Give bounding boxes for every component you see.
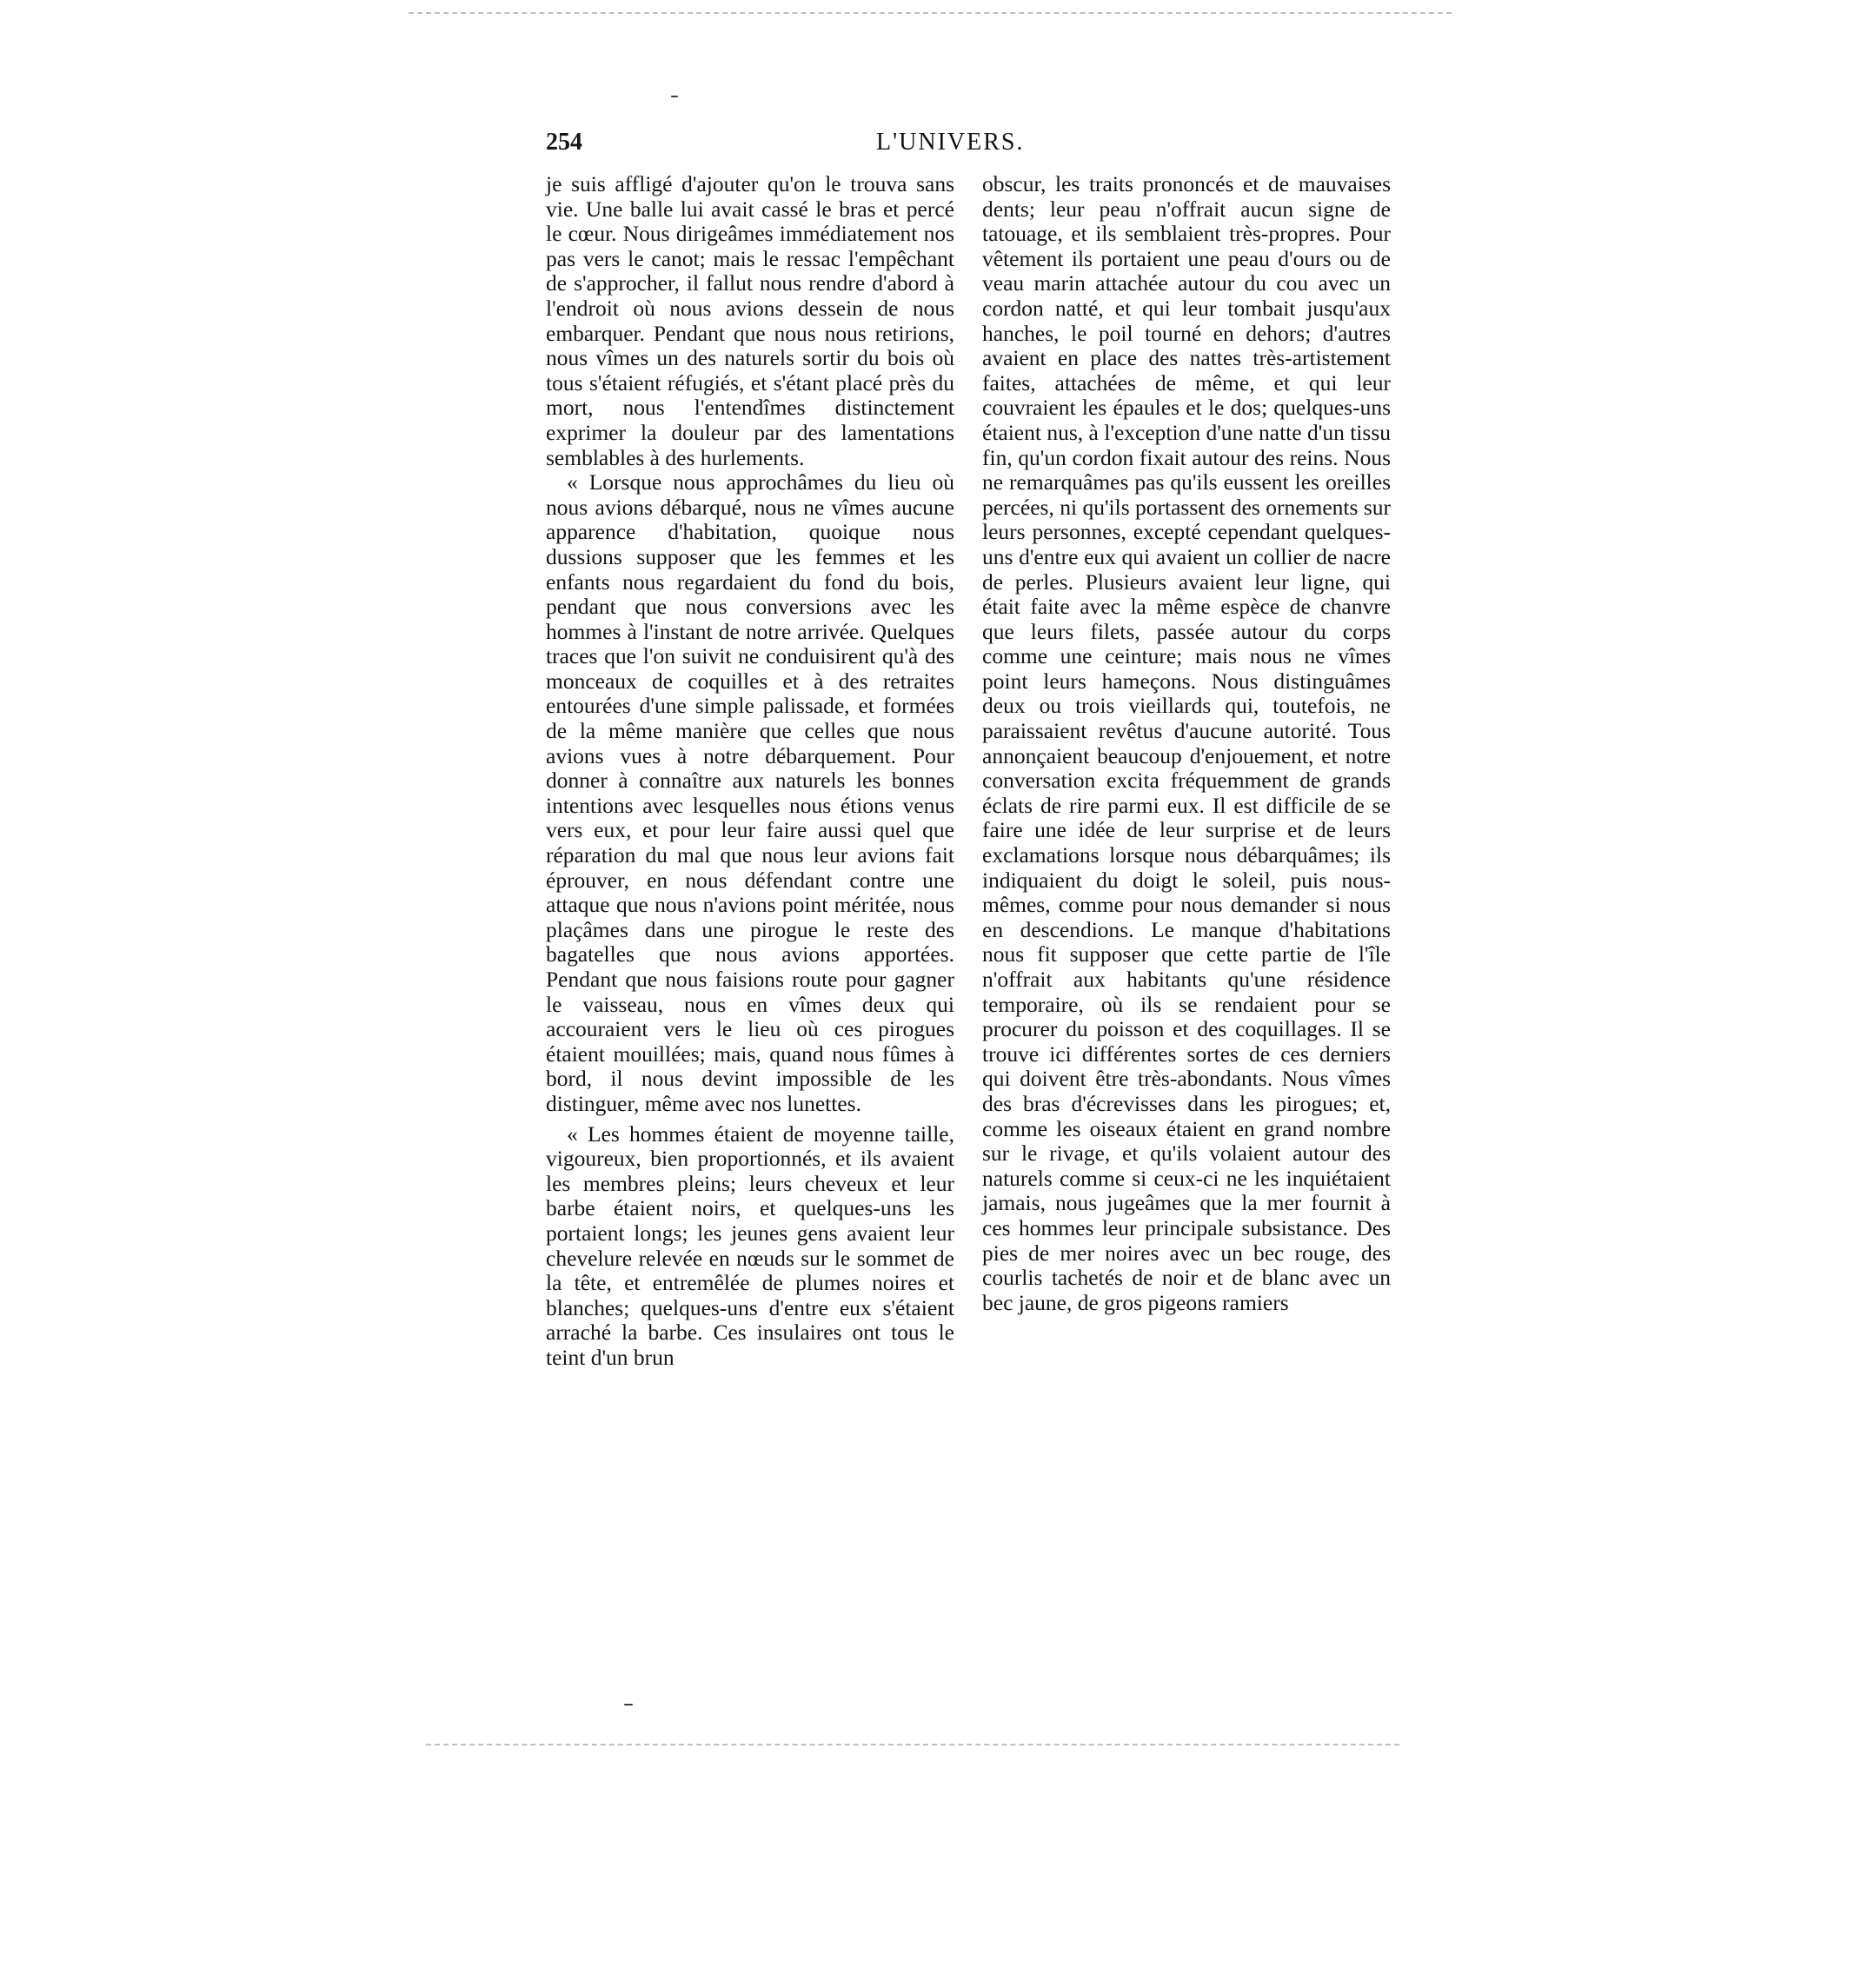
scan-speck [671, 96, 678, 97]
page-number: 254 [546, 129, 582, 156]
paragraph: obscur, les traits prononcés et de mauvaises dents; leur peau n'offrait aucun signe de tatouage, et ils semblaient très-propres. Pour vêtement ils portaient une peau d'ours ou de veau marin attachée autour du cou avec un cordon natté, et qui leur tombait jusqu'aux hanches, le poil tourné en dehors; d'autres avaient en place des nattes très-artistement faites, attachées de même, et qui leur couvraient les épaules et le dos; quelques-uns étaient nus, à l'exception d'une natte d'un tissu fin, qu'un cordon fixait autour des reins. Nous ne remarquâmes pas qu'ils eussent les oreilles percées, ni qu'ils portassent des ornements sur leurs personnes, excepté cependant quelques-uns d'entre eux qui avaient un collier de nacre de perles. Plusieurs avaient leur ligne, qui était faite avec la même espèce de chanvre que leurs filets, passée autour du corps comme une ceinture; mais nous ne vîmes point leurs hameçons. Nous distinguâmes deux ou trois vieillards qui, toutefois, ne paraissaient revêtus d'aucune autorité. Tous annonçaient beaucoup d'enjouement, et notre conversation excita fréquemment de grands éclats de rire parmi eux. Il est difficile de se faire une idée de leur surprise et de leurs exclamations lorsque nous débarquâmes; ils indiquaient du doigt le soleil, puis nous-mêmes, comme pour nous demander si nous en descendions. Le manque d'habitations nous fit supposer que cette partie de l'île n'offrait aux habitants qu'une résidence temporaire, où ils se rendaient pour se procurer du poisson et des coquillages. Il se trouve ici différentes sortes de ces derniers qui doivent être très-abondants. Nous vîmes des bras d'écrevisses dans les pirogues; et, comme les oiseaux étaient en grand nombre sur le rivage, et qu'ils volaient autour des naturels comme si ceux-ci ne les inquiétaient jamais, nous jugeâmes que la mer fournit à ces hommes leur principale subsistance. Des pies de mer noires avec un bec rouge, des courlis tachetés de noir et de blanc avec un bec jaune, de gros pigeons ramiers [982, 171, 1391, 1315]
right-column [982, 172, 1391, 1315]
running-head [546, 129, 1398, 163]
paragraph: « Les hommes étaient de moyenne taille, vigoureux, bien proportionnés, et ils avaient les membres pleins; leurs cheveux et leur barbe étaient noirs, et quelques-uns les portaient longs; les jeunes gens avaient leur chevelure relevée en nœuds sur le sommet de la tête, et entremêlée de plumes noires et blanches; quelques-uns d'entre eux s'étaient arraché la barbe. Ces insulaires ont tous le teint d'un brun [546, 1120, 954, 1370]
paragraph: « Lorsque nous approchâmes du lieu où nous avions débarqué, nous ne vîmes aucune apparence d'habitation, quoique nous dussions supposer que les femmes et les enfants nous regardaient du fond du bois, pendant que nous conversions avec les hommes à l'instant de notre arrivée. Quelques traces que l'on suivit ne conduisirent qu'à des monceaux de coquilles et à des retraites entourées d'une simple palissade, et formées de la même manière que celles que nous avions vues à notre débarquement. Pour donner à connaître aux naturels les bonnes intentions avec lesquelles nous étions venus vers eux, et pour leur faire aussi quel que réparation du mal que nous leur avions fait éprouver, en nous défendant contre une attaque que nous n'avions point méritée, nous plaçâmes dans une pirogue le reste des bagatelles que nous avions apportées. Pendant que nous faisions route pour gagner le vaisseau, nous en vîmes deux qui accouraient vers le lieu où ces pirogues étaient mouillées; mais, quand nous fûmes à bord, il nous devint impossible de les distinguer, même avec nos lunettes. [546, 469, 954, 1116]
scan-edge-top [409, 12, 1452, 16]
scan-speck [624, 1704, 633, 1705]
running-title: L'UNIVERS. [876, 129, 1025, 156]
left-column [546, 172, 954, 1371]
paragraph: je suis affligé d'ajouter qu'on le trouva sans vie. Une balle lui avait cassé le bras et percé le cœur. Nous dirigeâmes immédiatement nos pas vers le canot; mais le ressac l'empêchant de s'approcher, il fallut nous rendre d'abord à l'endroit où nous avions dessein de nous embarquer. Pendant que nous nous retirions, nous vîmes un des naturels sortir du bois où tous s'étaient réfugiés, et s'étant placé près du mort, nous l'entendîmes distinctement exprimer la douleur par des lamentations semblables à des hurlements. [546, 171, 954, 470]
scan-edge-bottom [426, 1744, 1399, 1747]
